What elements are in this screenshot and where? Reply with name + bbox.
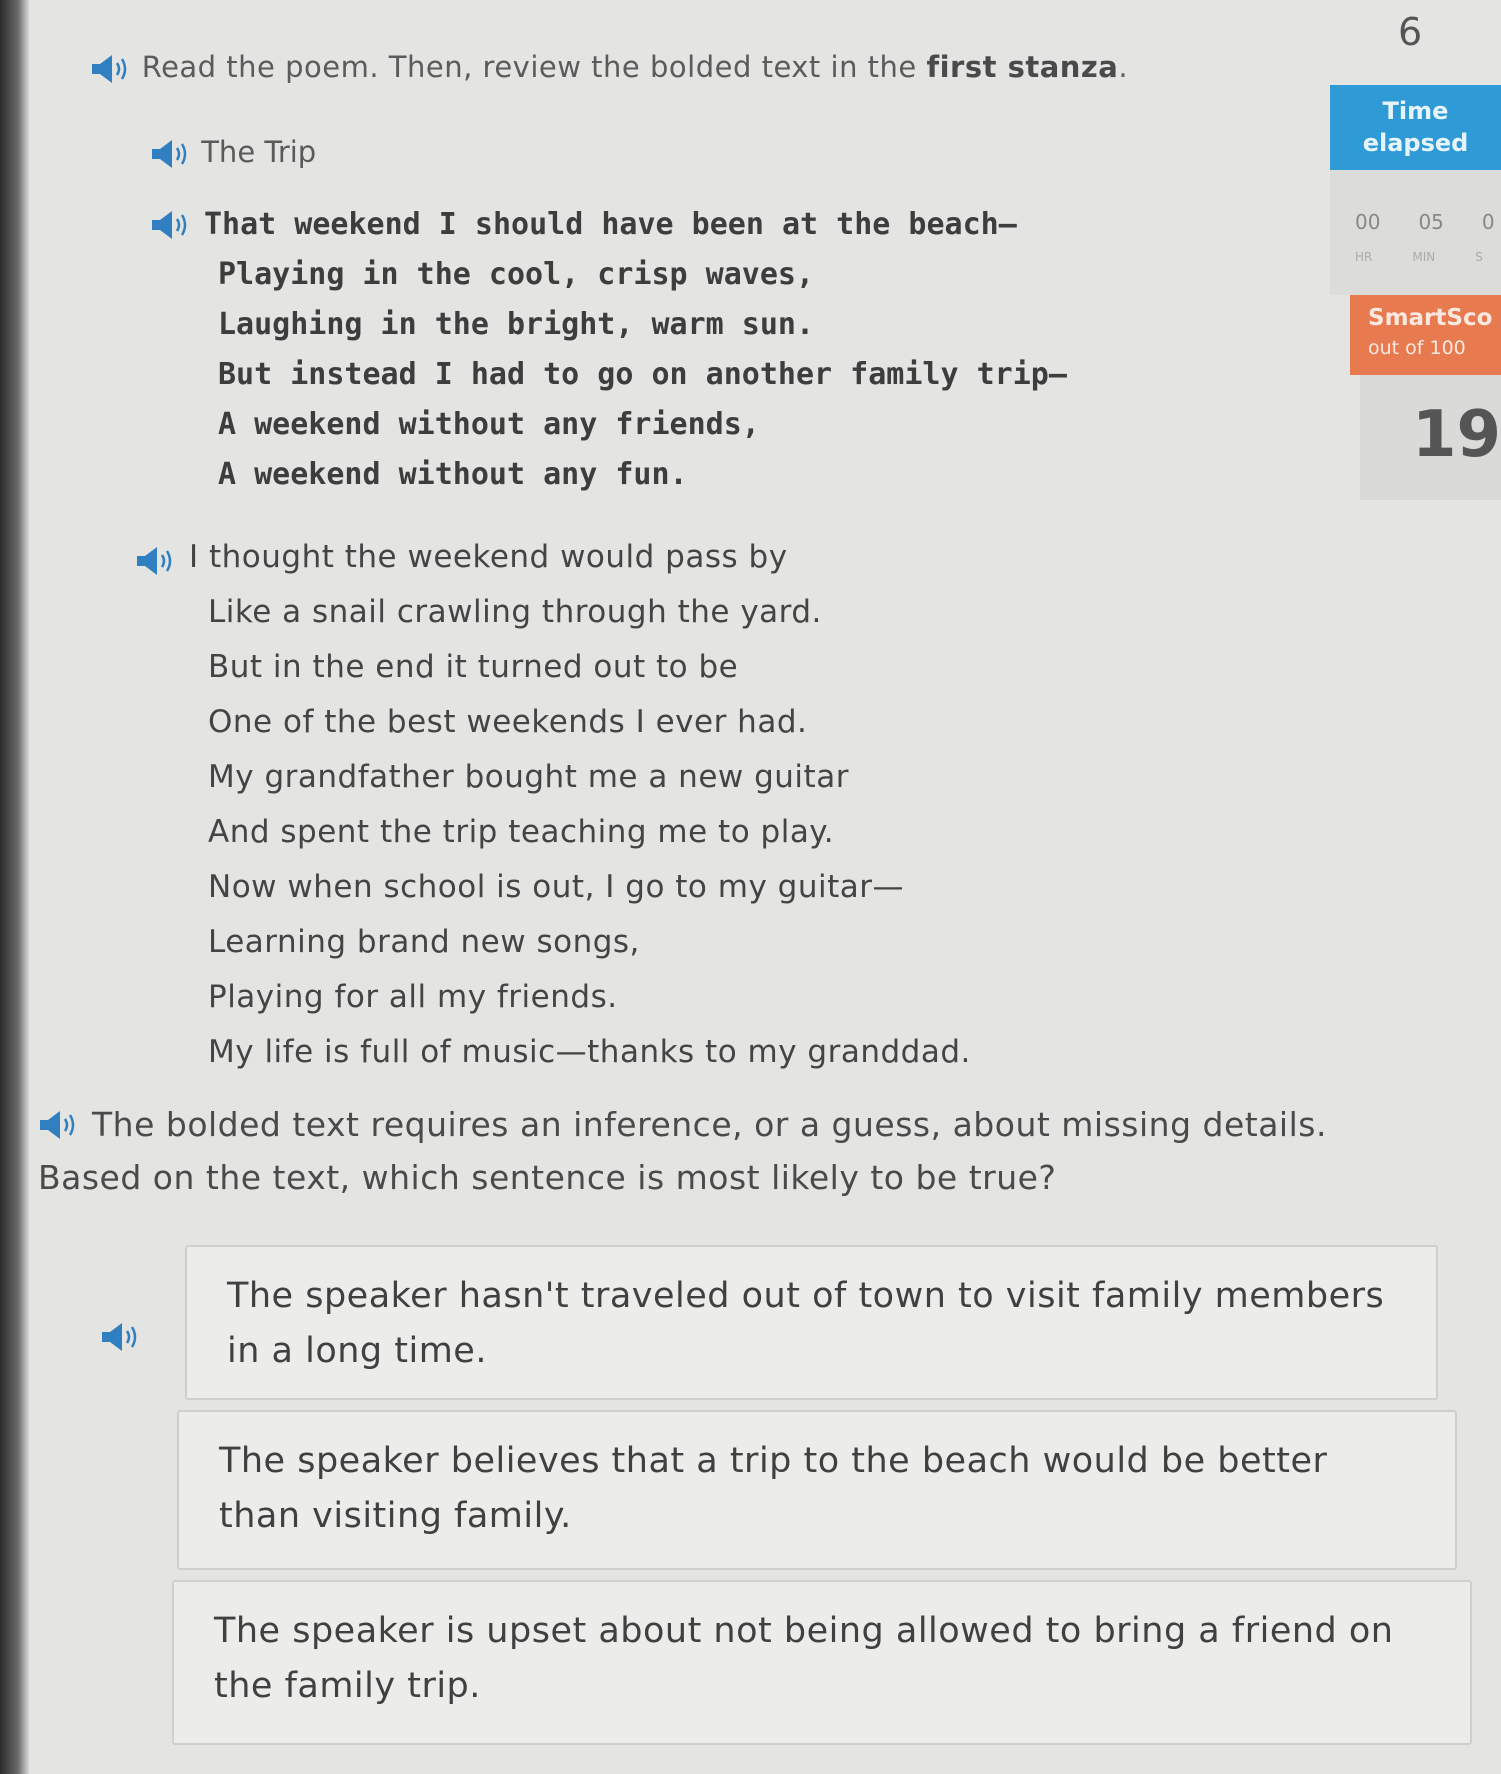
- timer-units: [1355, 250, 1483, 264]
- poem-line: A weekend without any friends,: [218, 407, 760, 442]
- instruction-text: Read the poem. Then, review the bolded text in the: [141, 50, 927, 84]
- poem-line: I thought the weekend would pass by: [189, 539, 788, 575]
- instruction-bold-text: first stanza: [926, 50, 1119, 84]
- poem-title-row: [150, 135, 316, 171]
- poem-line: Laughing in the bright, warm sun.: [218, 307, 815, 342]
- poem-line: But in the end it turned out to be: [208, 649, 739, 685]
- timer-seconds: 0: [1481, 210, 1495, 234]
- poem-line: Now when school is out, I go to my guitar—: [208, 869, 904, 905]
- poem-line: But instead I had to go on another family trip—: [218, 357, 1067, 392]
- poem-line: One of the best weekends I ever had.: [208, 704, 808, 740]
- smartscore-header: [1350, 295, 1501, 375]
- poem-line: And spent the trip teaching me to play.: [208, 814, 835, 850]
- timer-title-1: Time: [1382, 97, 1449, 125]
- question-number: 6: [1398, 10, 1423, 54]
- prompt-text-2: Based on the text, which sentence is most likely to be true?: [38, 1158, 1057, 1197]
- time-elapsed-header: [1330, 85, 1501, 170]
- stanza-1: [150, 200, 1067, 500]
- answer-choice[interactable]: The speaker is upset about not being allowed to bring a friend on the family trip.: [172, 1580, 1472, 1745]
- poem-line: My life is full of music—thanks to my granddad.: [208, 1034, 971, 1070]
- screen-edge-shadow: [0, 0, 30, 1774]
- stanza-1-line: [150, 200, 1067, 250]
- instruction-end: .: [1118, 50, 1129, 84]
- timer-unit-min: MIN: [1412, 250, 1436, 264]
- prompt-text-1: The bolded text requires an inference, or a guess, about missing details.: [92, 1105, 1327, 1144]
- speaker-icon[interactable]: [135, 541, 177, 575]
- smartscore-subtitle: out of 100: [1368, 337, 1466, 359]
- question-prompt: [38, 1105, 1327, 1197]
- poem-line: Playing for all my friends.: [208, 979, 618, 1015]
- stanza-2-line: [135, 530, 971, 585]
- poem-line: Playing in the cool, crisp waves,: [218, 257, 815, 292]
- speaker-icon[interactable]: [90, 52, 132, 86]
- speaker-icon[interactable]: [150, 208, 192, 242]
- timer-values: [1355, 210, 1495, 234]
- smartscore-title: SmartSco: [1368, 305, 1493, 331]
- prompt-line-1: [38, 1105, 1327, 1144]
- poem-line: A weekend without any fun.: [218, 457, 688, 492]
- timer-unit-hr: HR: [1355, 250, 1373, 264]
- timer-title-2: elapsed: [1362, 129, 1469, 157]
- poem-line: My grandfather bought me a new guitar: [208, 759, 849, 795]
- choices-speaker-icon[interactable]: [100, 1320, 142, 1354]
- stanza-2: [135, 530, 971, 1080]
- poem-line: Learning brand new songs,: [208, 924, 640, 960]
- speaker-icon[interactable]: [38, 1108, 80, 1142]
- timer-minutes: 05: [1418, 210, 1444, 234]
- answer-choice[interactable]: The speaker believes that a trip to the beach would be better than visiting family.: [177, 1410, 1457, 1570]
- poem-line: Like a snail crawling through the yard.: [208, 594, 822, 630]
- timer-unit-s: S: [1475, 250, 1483, 264]
- answer-choice[interactable]: The speaker hasn't traveled out of town to visit family members in a long time.: [185, 1245, 1438, 1400]
- speaker-icon[interactable]: [150, 137, 192, 171]
- timer-hours: 00: [1355, 210, 1381, 234]
- smartscore-value: 19: [1412, 398, 1501, 472]
- poem-line: That weekend I should have been at the beach—: [204, 207, 1017, 242]
- instruction-row: [90, 50, 1128, 86]
- poem-title: The Trip: [201, 135, 317, 169]
